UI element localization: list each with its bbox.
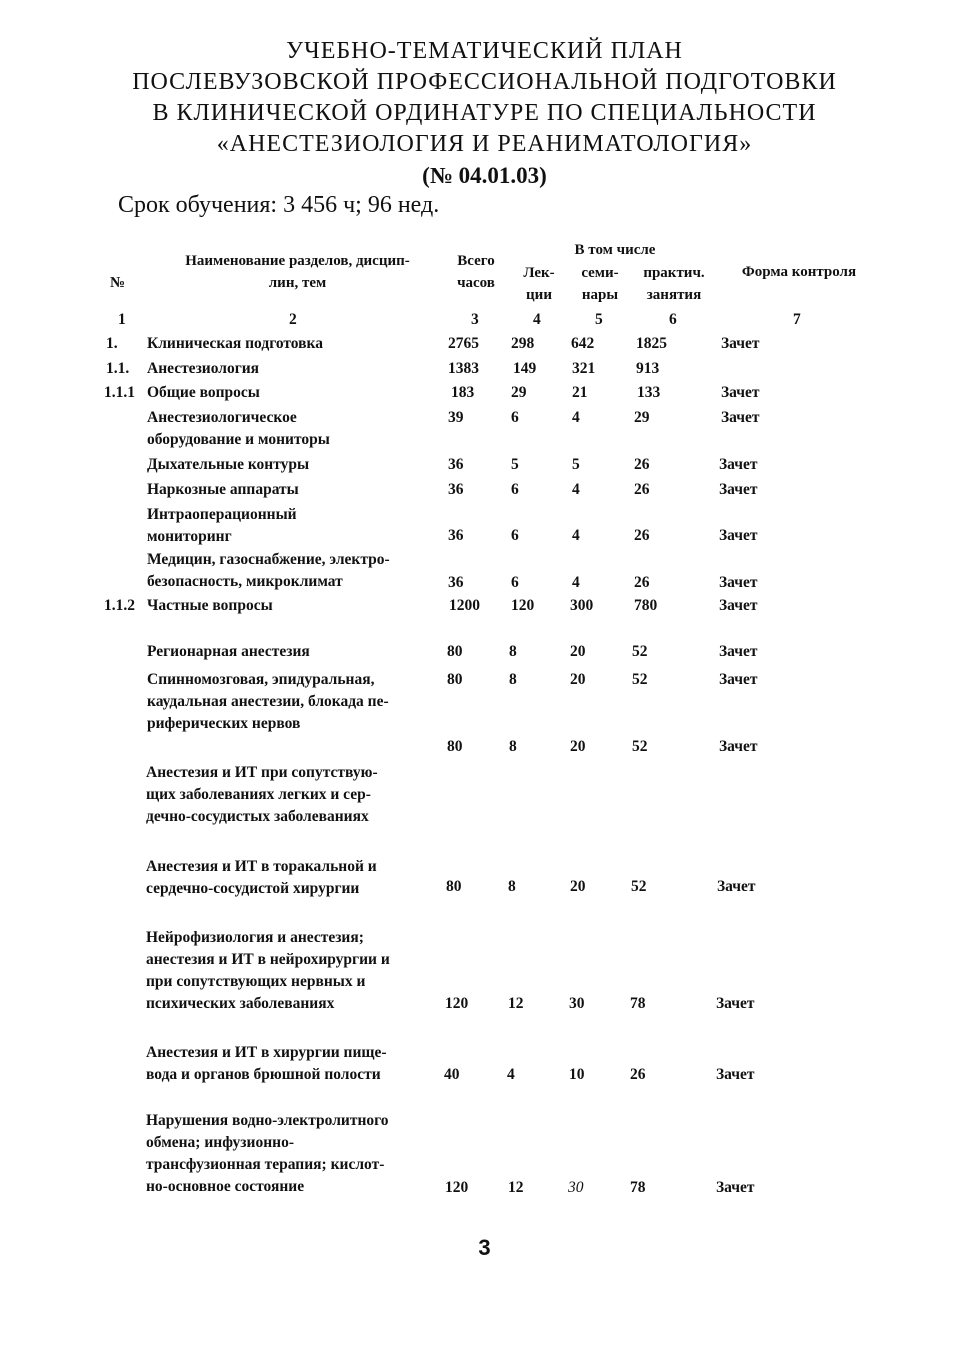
- row-name: Общие вопросы: [147, 384, 260, 401]
- row-control: Зачет: [719, 643, 758, 660]
- row-control: Зачет: [717, 878, 756, 895]
- header-name: [155, 250, 440, 294]
- colnum-7: 7: [793, 311, 801, 328]
- row-lectures: 12: [508, 995, 524, 1012]
- header-total-line-2: часов: [457, 275, 495, 291]
- row-seminars: 5: [572, 456, 580, 473]
- header-lectures: [514, 262, 564, 306]
- row-lectures: 8: [509, 643, 517, 660]
- row-lectures: 8: [508, 878, 516, 895]
- row-seminars: 30: [569, 995, 585, 1012]
- training-duration: Срок обучения: 3 456 ч; 96 нед.: [118, 192, 440, 218]
- header-total: [448, 250, 504, 294]
- row-name: Анестезия и ИТ в хирургии пище- вода и органов брюшной полости: [146, 1044, 387, 1083]
- row-control: Зачет: [716, 1179, 755, 1196]
- row-control: Зачет: [721, 409, 760, 426]
- row-seminars: 20: [570, 671, 586, 688]
- row-seminars: 30: [568, 1179, 584, 1196]
- colnum-3: 3: [471, 311, 479, 328]
- row-seminars: 4: [572, 574, 580, 591]
- row-lectures: 12: [508, 1179, 524, 1196]
- row-seminars: 321: [572, 360, 596, 377]
- row-control: Зачет: [721, 335, 760, 352]
- title-line-1: УЧЕБНО-ТЕМАТИЧЕСКИЙ ПЛАН: [286, 38, 683, 64]
- row-total: 80: [446, 878, 462, 895]
- row-total: 80: [447, 671, 463, 688]
- header-control: Форма контроля: [741, 264, 857, 280]
- row-total: 1383: [448, 360, 479, 377]
- title-line-3: В КЛИНИЧЕСКОЙ ОРДИНАТУРЕ ПО СПЕЦИАЛЬНОСТИ: [152, 100, 817, 126]
- colnum-4: 4: [533, 311, 541, 328]
- row-name: Спинномозговая, эпидуральная, каудальная анестезии, блокада пе- риферических нервов: [147, 671, 389, 732]
- row-name: Анестезия и ИТ при сопутствую- щих заболеваниях легких и сер- дечно-сосудистых заболеваниях: [146, 764, 378, 825]
- row-control: Зачет: [719, 738, 758, 755]
- row-num: 1.1.: [106, 360, 130, 377]
- row-seminars: 20: [570, 878, 586, 895]
- row-name: Анестезиология: [147, 360, 260, 377]
- row-practical: 913: [636, 360, 660, 377]
- colnum-1: 1: [118, 311, 126, 328]
- row-control: Зачет: [719, 671, 758, 688]
- row-total: 80: [447, 643, 463, 660]
- row-lectures: 6: [511, 409, 519, 426]
- row-control: Зачет: [719, 527, 758, 544]
- row-control: Зачет: [719, 456, 758, 473]
- row-seminars: 10: [569, 1066, 585, 1083]
- row-control: Зачет: [719, 574, 758, 591]
- row-control: Зачет: [716, 1066, 755, 1083]
- row-lectures: 29: [511, 384, 527, 401]
- row-total: 120: [445, 995, 469, 1012]
- row-practical: 780: [634, 597, 658, 614]
- row-num: 1.1.2: [104, 597, 135, 614]
- row-total: 40: [444, 1066, 460, 1083]
- row-seminars: 20: [570, 643, 586, 660]
- row-name: Нарушения водно-электролитного обмена; инфузионно- трансфузионная терапия; кислот- но-основное состояние: [146, 1112, 389, 1195]
- row-name: Анестезия и ИТ в торакальной и сердечно-сосудистой хирургии: [146, 858, 377, 897]
- row-seminars: 4: [572, 481, 580, 498]
- row-practical: 52: [632, 671, 648, 688]
- row-seminars: 4: [572, 409, 580, 426]
- row-name: Медицин, газоснабжение, электро- безопасность, микроклимат: [147, 551, 390, 590]
- row-lectures: 6: [511, 527, 519, 544]
- row-seminars: 300: [570, 597, 594, 614]
- colnum-5: 5: [595, 311, 603, 328]
- row-lectures: 4: [507, 1066, 515, 1083]
- row-num: 1.1.1: [104, 384, 135, 401]
- row-lectures: 5: [511, 456, 519, 473]
- row-practical: 52: [632, 643, 648, 660]
- row-lectures: 149: [513, 360, 537, 377]
- row-control: Зачет: [721, 384, 760, 401]
- header-seminars: [572, 262, 628, 306]
- row-seminars: 642: [571, 335, 595, 352]
- title-line-2: ПОСЛЕВУЗОВСКОЙ ПРОФЕССИОНАЛЬНОЙ ПОДГОТОВКИ: [132, 69, 837, 95]
- header-total-line-1: Всего: [457, 253, 495, 269]
- title-line-4: «АНЕСТЕЗИОЛОГИЯ И РЕАНИМАТОЛОГИЯ»: [216, 131, 753, 157]
- row-total: 183: [451, 384, 475, 401]
- header-name-line-2: лин, тем: [268, 275, 327, 291]
- row-practical: 29: [634, 409, 650, 426]
- row-control: Зачет: [716, 995, 755, 1012]
- header-name-line-1: Наименование разделов, дисцип-: [185, 253, 410, 269]
- header-lectures-line-2: ции: [526, 287, 552, 303]
- row-total: 2765: [448, 335, 479, 352]
- row-lectures: 8: [509, 738, 517, 755]
- header-seminars-line-1: семи-: [581, 265, 619, 281]
- row-practical: 1825: [636, 335, 667, 352]
- header-seminars-line-2: нары: [581, 287, 619, 303]
- header-practical-line-1: практич.: [643, 265, 705, 281]
- row-seminars: 4: [572, 527, 580, 544]
- row-seminars: 20: [570, 738, 586, 755]
- row-control: Зачет: [719, 597, 758, 614]
- row-lectures: 8: [509, 671, 517, 688]
- row-total: 120: [445, 1179, 469, 1196]
- row-name: Частные вопросы: [147, 597, 273, 614]
- row-total: 1200: [449, 597, 480, 614]
- row-control: Зачет: [719, 481, 758, 498]
- row-practical: 26: [634, 481, 650, 498]
- row-name: Клиническая подготовка: [147, 335, 323, 352]
- row-practical: 26: [630, 1066, 646, 1083]
- row-practical: 133: [637, 384, 661, 401]
- row-practical: 78: [630, 995, 646, 1012]
- row-name: Наркозные аппараты: [147, 481, 299, 498]
- row-total: 36: [448, 574, 464, 591]
- specialty-code: (№ 04.01.03): [422, 163, 547, 188]
- row-seminars: 21: [572, 384, 588, 401]
- row-name: Интраоперационный мониторинг: [147, 506, 297, 545]
- row-total: 36: [448, 527, 464, 544]
- row-practical: 26: [634, 574, 650, 591]
- row-name: Нейрофизиология и анестезия; анестезия и ИТ в нейрохирургии и при сопутствующих нервных и психических заболеваниях: [146, 929, 390, 1012]
- header-including: В том числе: [574, 242, 656, 258]
- row-lectures: 298: [511, 335, 535, 352]
- row-practical: 26: [634, 527, 650, 544]
- row-lectures: 6: [511, 481, 519, 498]
- header-practical: [634, 262, 714, 306]
- row-practical: 52: [631, 878, 647, 895]
- header-lectures-line-1: Лек-: [523, 265, 555, 281]
- colnum-6: 6: [669, 311, 677, 328]
- row-practical: 26: [634, 456, 650, 473]
- row-lectures: 6: [511, 574, 519, 591]
- row-total: 39: [448, 409, 464, 426]
- header-practical-line-2: занятия: [646, 287, 702, 303]
- row-practical: 52: [632, 738, 648, 755]
- row-total: 80: [447, 738, 463, 755]
- row-lectures: 120: [511, 597, 535, 614]
- document-title: [0, 36, 969, 191]
- row-total: 36: [448, 481, 464, 498]
- row-name: Анестезиологическое оборудование и мониторы: [147, 409, 330, 448]
- row-name: Регионарная анестезия: [147, 643, 310, 660]
- page-number: 3: [478, 1235, 491, 1260]
- row-total: 36: [448, 456, 464, 473]
- row-name: Дыхательные контуры: [147, 456, 310, 473]
- header-num: №: [110, 275, 126, 291]
- row-practical: 78: [630, 1179, 646, 1196]
- colnum-2: 2: [289, 311, 297, 328]
- row-num: 1.: [106, 335, 118, 352]
